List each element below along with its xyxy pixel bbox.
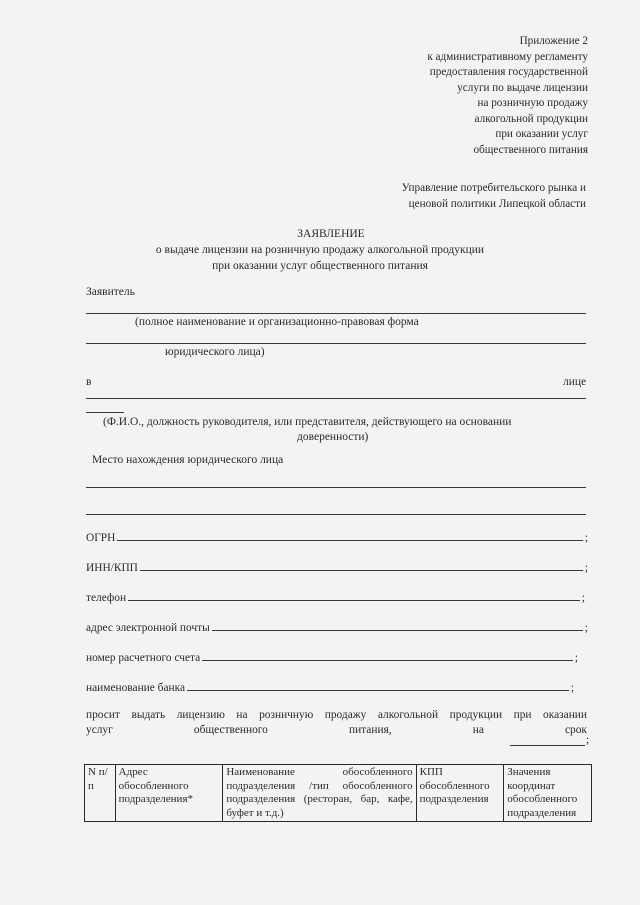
addressee-line: Управление потребительского рынка и [401, 182, 586, 194]
annex-line: предоставления государственной [429, 66, 588, 78]
field-underline[interactable] [202, 659, 573, 661]
field-label: наименование банка [86, 682, 186, 694]
annex-block [427, 34, 588, 158]
field-underline[interactable] [128, 599, 580, 601]
location-line[interactable] [86, 514, 586, 515]
col-address-header: Адрес обособленного подразделения* [115, 765, 223, 822]
field-underline[interactable] [117, 539, 582, 541]
location-line[interactable] [86, 487, 586, 488]
annex-line: алкогольной продукции [474, 112, 588, 125]
request-word: на [472, 724, 484, 736]
applicant-label: Заявитель [86, 286, 135, 298]
field-end: ; [574, 652, 578, 664]
request-word: услуг [86, 724, 113, 736]
table-header-row [85, 765, 592, 822]
field-label: номер расчетного счета [86, 652, 201, 664]
bank-field[interactable] [86, 680, 574, 694]
applicant-hint: юридического лица) [165, 346, 265, 358]
subdivision-table [84, 764, 592, 822]
person-line-short[interactable] [86, 412, 124, 413]
title-heading: ЗАЯВЛЕНИЕ [297, 228, 365, 240]
field-end: ; [584, 562, 588, 574]
col-coordinates-header: Значения координат обособленного подразделения [504, 765, 592, 822]
term-line[interactable] [510, 745, 585, 746]
col-number-header: N п/п [85, 765, 116, 822]
request-word: питания, [348, 724, 392, 736]
field-label: ОГРН [86, 532, 116, 544]
request-word: общественного [193, 724, 268, 736]
field-end: ; [584, 622, 588, 634]
title-line: при оказании услуг общественного питания [212, 260, 428, 272]
applicant-name-line[interactable] [86, 313, 586, 314]
applicant-form-line[interactable] [86, 343, 586, 344]
annex-line: общественного питания [473, 143, 588, 156]
field-label: адрес электронной почты [86, 622, 210, 634]
field-label: телефон [86, 592, 127, 604]
request-line: просит выдать лицензию на розничную продажу алкогольной продукции при оказании [86, 709, 587, 721]
field-end: ; [570, 682, 574, 694]
email-field[interactable] [86, 620, 588, 634]
person-line[interactable] [86, 398, 586, 399]
col-kpp-header: КПП обособленного подразделения [416, 765, 504, 822]
person-hint: (Ф.И.О., должность руководителя, или представителя, действующего на основании [103, 416, 512, 428]
ogrn-field[interactable] [86, 530, 588, 544]
location-label: Место нахождения юридического лица [92, 454, 284, 466]
addressee-line: ценовой политики Липецкой области [408, 197, 586, 210]
document-title [0, 226, 640, 274]
field-end: ; [584, 532, 588, 544]
person-hint: доверенности) [297, 431, 369, 443]
applicant-hint: (полное наименование и организационно-правовая форма [135, 316, 419, 328]
request-word: срок [564, 724, 587, 736]
field-end: ; [581, 592, 585, 604]
col-name-type-header: Наименование обособленного подразделения /тип обособленного подразделения (ресторан, бар, кафе, буфет и т.д.) [223, 765, 416, 822]
account-field[interactable] [86, 650, 578, 664]
field-label: ИНН/КПП [86, 562, 138, 574]
annex-line: к административному регламенту [427, 50, 588, 63]
field-underline[interactable] [212, 629, 583, 631]
field-underline[interactable] [187, 689, 569, 691]
term-end: ; [586, 734, 590, 746]
phone-field[interactable] [86, 590, 585, 604]
annex-line: Приложение 2 [519, 35, 588, 47]
inn-kpp-field[interactable] [86, 560, 588, 574]
title-line: о выдаче лицензии на розничную продажу алкогольной продукции [155, 244, 485, 256]
field-underline[interactable] [140, 569, 583, 571]
person-prefix: в [86, 376, 92, 388]
annex-line: на розничную продажу [477, 97, 588, 109]
annex-line: услуги по выдаче лицензии [457, 81, 588, 94]
request-line2 [86, 724, 587, 736]
addressee-block [402, 181, 586, 212]
annex-line: при оказании услуг [495, 128, 588, 140]
person-suffix: лице [563, 376, 587, 388]
